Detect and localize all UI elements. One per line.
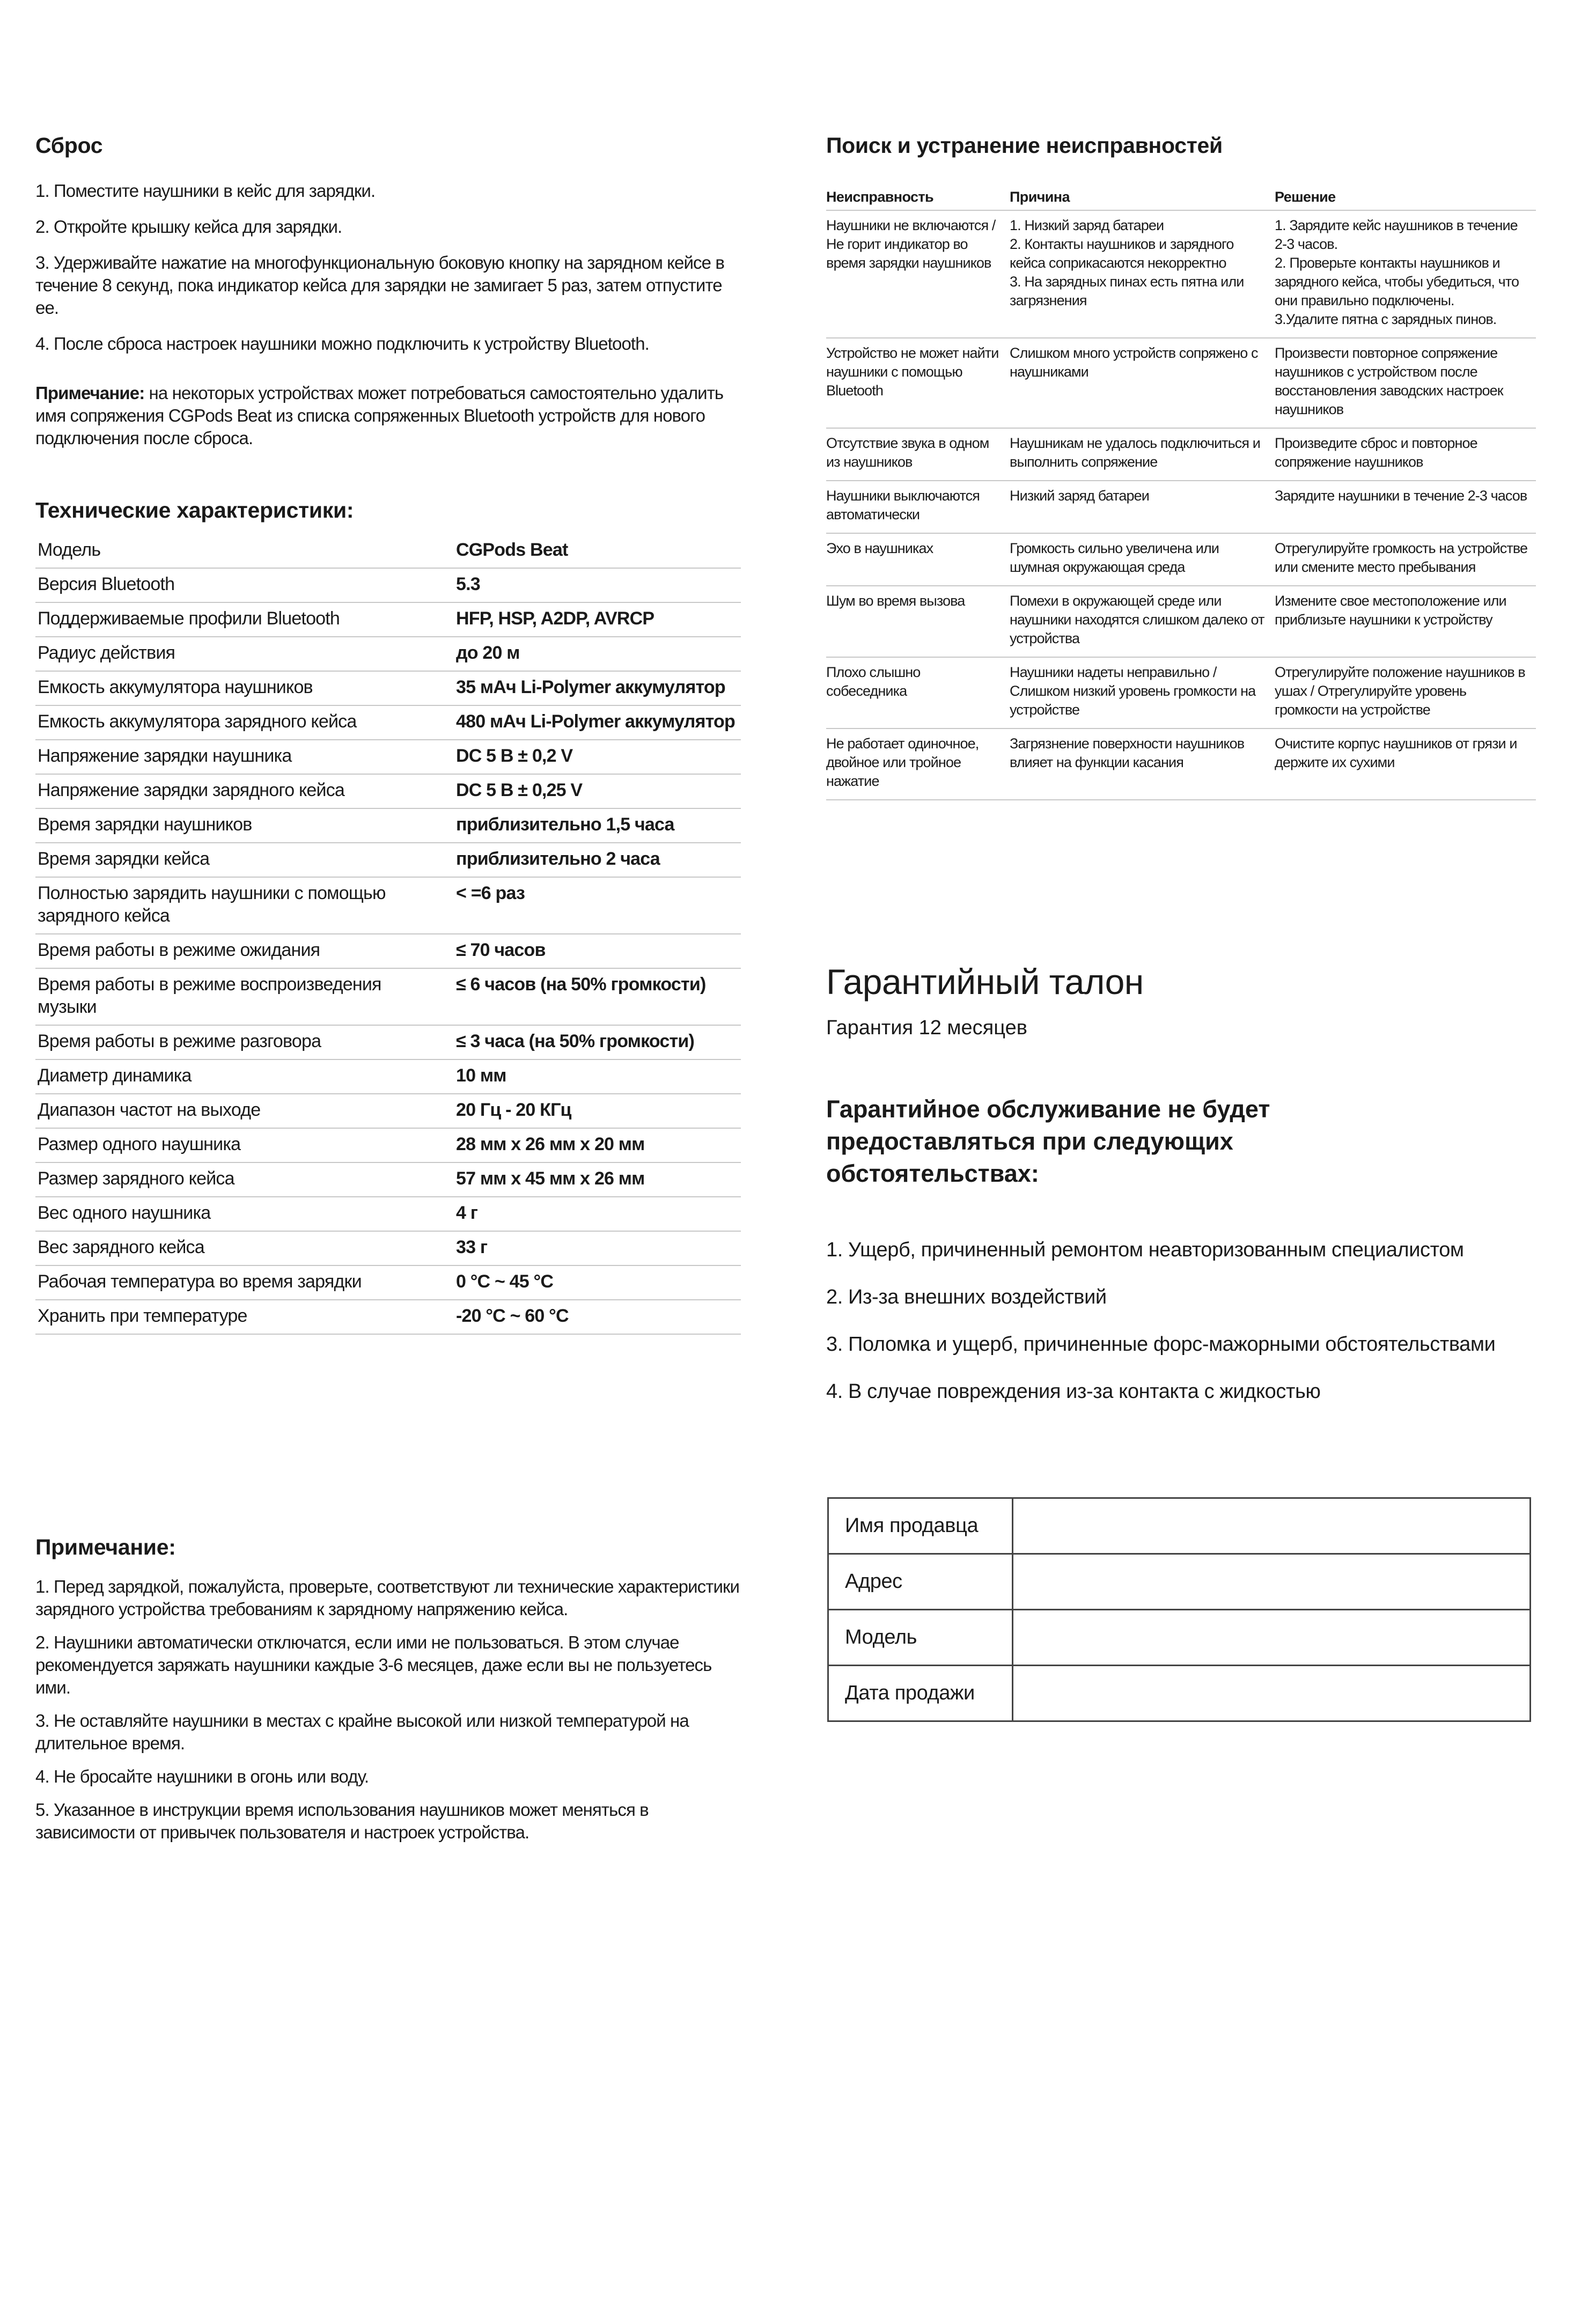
form-row-address [828,1554,1531,1610]
problem-cell: Не работает одиночное, двойное или тройное нажатие [826,728,1010,800]
solution-cell: Произведите сброс и повторное сопряжение наушников [1275,428,1536,481]
exclusions-heading: Гарантийное обслуживание не будет предоставляться при следующих обстоятельствах: [826,1095,1270,1187]
solution-cell: Зарядите наушники в течение 2-3 часов [1275,481,1536,533]
spec-row [35,934,741,968]
problem-cell: Устройство не может найти наушники с помощью Bluetooth [826,338,1010,428]
troubleshooting-row [826,728,1536,800]
spec-row [35,602,741,637]
spec-value: < =6 раз [454,877,741,934]
problem-cell: Плохо слышно собеседника [826,657,1010,728]
spec-name: Модель [35,534,454,568]
reset-heading: Сброс [35,133,103,158]
specs-heading: Технические характеристики: [35,498,354,522]
cause-cell: Наушникам не удалось подключиться и выполнить сопряжение [1010,428,1275,481]
note-item: 4. Не бросайте наушники в огонь или воду. [35,1766,369,1786]
spec-name: Время зарядки наушников [35,808,454,843]
troubleshooting-row [826,338,1536,428]
spec-name: Время зарядки кейса [35,843,454,877]
spec-name: Емкость аккумулятора зарядного кейса [35,705,454,740]
reset-step: 2. Откройте крышку кейса для зарядки. [35,217,342,237]
exclusion-item: 1. Ущерб, причиненный ремонтом неавторизованным специалистом [826,1239,1464,1261]
spec-name: Рабочая температура во время зарядки [35,1265,454,1300]
troubleshooting-row [826,210,1536,338]
exclusion-item: 4. В случае повреждения из-за контакта с жидкостью [826,1380,1321,1403]
spec-value: 33 г [454,1231,741,1265]
warranty-heading: Гарантийный талон [826,962,1144,1002]
spec-row [35,1128,741,1162]
spec-name: Диапазон частот на выходе [35,1094,454,1128]
spec-row [35,1162,741,1197]
spec-value: 20 Гц - 20 КГц [454,1094,741,1128]
spec-name: Напряжение зарядки зарядного кейса [35,774,454,808]
field-label: Дата продажи [828,1666,1013,1721]
specs-table-body [35,534,741,1334]
troubleshooting-row [826,428,1536,481]
exclusions-list [826,1238,1534,1427]
solution-cell: Очистите корпус наушников от грязи и держите их сухими [1275,728,1536,800]
spec-value: 10 мм [454,1059,741,1094]
spec-row [35,843,741,877]
warranty-period: Гарантия 12 месяцев [826,1017,1027,1039]
form-row-seller-name [828,1498,1531,1554]
spec-value: 480 мАч Li-Polymer аккумулятор [454,705,741,740]
spec-name: Напряжение зарядки наушника [35,740,454,774]
notes-heading: Примечание: [35,1535,176,1559]
spec-value: ≤ 3 часа (на 50% громкости) [454,1025,741,1059]
spec-value: 4 г [454,1197,741,1231]
spec-row [35,877,741,934]
spec-value: DC 5 В ± 0,2 V [454,740,741,774]
problem-cell: Эхо в наушниках [826,533,1010,586]
spec-value: -20 °С ~ 60 °С [454,1300,741,1334]
problem-cell: Наушники не включаются / Не горит индикатор во время зарядки наушников [826,210,1010,338]
spec-value: CGPods Beat [454,534,741,568]
spec-name: Время работы в режиме разговора [35,1025,454,1059]
field-label: Имя продавца [828,1498,1013,1554]
troubleshooting-table [826,189,1536,800]
spec-row [35,808,741,843]
spec-name: Вес зарядного кейса [35,1231,454,1265]
field-label: Адрес [828,1554,1013,1610]
spec-name: Радиус действия [35,637,454,671]
spec-value: DC 5 В ± 0,25 V [454,774,741,808]
model-field[interactable] [1013,1610,1531,1666]
form-row-sale-date [828,1666,1531,1721]
field-label: Модель [828,1610,1013,1666]
spec-value: ≤ 6 часов (на 50% громкости) [454,968,741,1025]
spec-value: 0 °С ~ 45 °С [454,1265,741,1300]
problem-cell: Отсутствие звука в одном из наушников [826,428,1010,481]
cause-cell: Низкий заряд батареи [1010,481,1275,533]
column-header-cause: Причина [1010,189,1275,210]
spec-name: Время работы в режиме воспроизведения музыки [35,968,454,1025]
problem-cell: Наушники выключаются автоматически [826,481,1010,533]
spec-name: Емкость аккумулятора наушников [35,671,454,705]
spec-row [35,774,741,808]
spec-name: Полностью зарядить наушники с помощью зарядного кейса [35,877,454,934]
spec-name: Поддерживаемые профили Bluetooth [35,602,454,637]
seller-name-field[interactable] [1013,1498,1531,1554]
spec-row [35,740,741,774]
troubleshooting-heading: Поиск и устранение неисправностей [826,133,1223,158]
form-row-model [828,1610,1531,1666]
spec-row [35,1197,741,1231]
column-header-solution: Решение [1275,189,1536,210]
reset-step: 1. Поместите наушники в кейс для зарядки. [35,181,376,201]
troubleshooting-row [826,533,1536,586]
specs-table [35,534,741,1335]
spec-row [35,568,741,602]
spec-row [35,1059,741,1094]
exclusion-item: 2. Из-за внешних воздействий [826,1286,1107,1308]
spec-value: 57 мм x 45 мм x 26 мм [454,1162,741,1197]
solution-cell: Отрегулируйте положение наушников в ушах / Отрегулируйте уровень громкости на устройстве [1275,657,1536,728]
note-item: 2. Наушники автоматически отключатся, если ими не пользоваться. В этом случае рекомендуется заряжать наушники каждые 3-6 месяцев, даже если вы не пользуетесь ими. [35,1632,712,1697]
exclusion-item: 3. Поломка и ущерб, причиненные форс-мажорными обстоятельствами [826,1333,1496,1356]
troubleshooting-row [826,481,1536,533]
problem-cell: Шум во время вызова [826,586,1010,657]
solution-cell: Отрегулируйте громкость на устройстве или смените место пребывания [1275,533,1536,586]
reset-note-text: на некоторых устройствах может потребоваться самостоятельно удалить имя сопряжения CGPods Beat из списка сопряженных Bluetooth устройств для нового подключения после сброса. [35,383,724,448]
spec-row [35,534,741,568]
spec-value: HFP, HSP, A2DP, AVRCP [454,602,741,637]
spec-name: Версия Bluetooth [35,568,454,602]
solution-cell: 1. Зарядите кейс наушников в течение 2-3 часов. 2. Проверьте контакты наушников и зарядного кейса, чтобы убедиться, что они правильно подключены. 3.Удалите пятна с зарядных пинов. [1275,210,1536,338]
reset-note [35,382,744,450]
spec-value: ≤ 70 часов [454,934,741,968]
spec-value: 5.3 [454,568,741,602]
spec-row [35,705,741,740]
spec-name: Время работы в режиме ожидания [35,934,454,968]
spec-name: Диаметр динамика [35,1059,454,1094]
troubleshooting-header-row [826,189,1536,210]
spec-row [35,1231,741,1265]
solution-cell: Произвести повторное сопряжение наушников с устройством после восстановления заводских настроек наушников [1275,338,1536,428]
troubleshooting-row [826,657,1536,728]
reset-steps [35,180,744,369]
spec-row [35,1025,741,1059]
cause-cell: Помехи в окружающей среде или наушники находятся слишком далеко от устройства [1010,586,1275,657]
troubleshooting-table-body [826,210,1536,800]
spec-value: приблизительно 1,5 часа [454,808,741,843]
solution-cell: Измените свое местоположение или приблизьте наушники к устройству [1275,586,1536,657]
note-item: 3. Не оставляйте наушники в местах с крайне высокой или низкой температурой на длительное время. [35,1711,689,1753]
reset-step: 4. После сброса настроек наушники можно подключить к устройству Bluetooth. [35,334,649,354]
seller-info-form [827,1497,1531,1722]
notes-list [35,1576,744,1854]
spec-row [35,968,741,1025]
spec-row [35,671,741,705]
spec-row [35,1300,741,1334]
spec-name: Хранить при температуре [35,1300,454,1334]
reset-step: 3. Удерживайте нажатие на многофункциональную боковую кнопку на зарядном кейсе в течение 8 секунд, пока индикатор кейса для зарядки не замигает 5 раз, затем отпустите ее. [35,253,724,318]
spec-row [35,1094,741,1128]
spec-name: Размер одного наушника [35,1128,454,1162]
cause-cell: Наушники надеты неправильно / Слишком низкий уровень громкости на устройстве [1010,657,1275,728]
note-item: 1. Перед зарядкой, пожалуйста, проверьте, соответствуют ли технические характеристики зарядного устройства требованиям к зарядному напряжению кейса. [35,1577,740,1619]
sale-date-field[interactable] [1013,1666,1531,1721]
spec-name: Вес одного наушника [35,1197,454,1231]
cause-cell: Загрязнение поверхности наушников влияет на функции касания [1010,728,1275,800]
cause-cell: Громкость сильно увеличена или шумная окружающая среда [1010,533,1275,586]
column-header-problem: Неисправность [826,189,1010,210]
spec-value: до 20 м [454,637,741,671]
cause-cell: Слишком много устройств сопряжено с наушниками [1010,338,1275,428]
reset-note-label: Примечание: [35,383,145,403]
spec-row [35,637,741,671]
spec-value: приблизительно 2 часа [454,843,741,877]
spec-value: 35 мАч Li-Polymer аккумулятор [454,671,741,705]
spec-row [35,1265,741,1300]
address-field[interactable] [1013,1554,1531,1610]
spec-value: 28 мм x 26 мм x 20 мм [454,1128,741,1162]
troubleshooting-row [826,586,1536,657]
spec-name: Размер зарядного кейса [35,1162,454,1197]
cause-cell: 1. Низкий заряд батареи 2. Контакты наушников и зарядного кейса соприкасаются некорректно 3. На зарядных пинах есть пятна или загрязнения [1010,210,1275,338]
note-item: 5. Указанное в инструкции время использования наушников может меняться в зависимости от привычек пользователя и настроек устройства. [35,1800,649,1842]
